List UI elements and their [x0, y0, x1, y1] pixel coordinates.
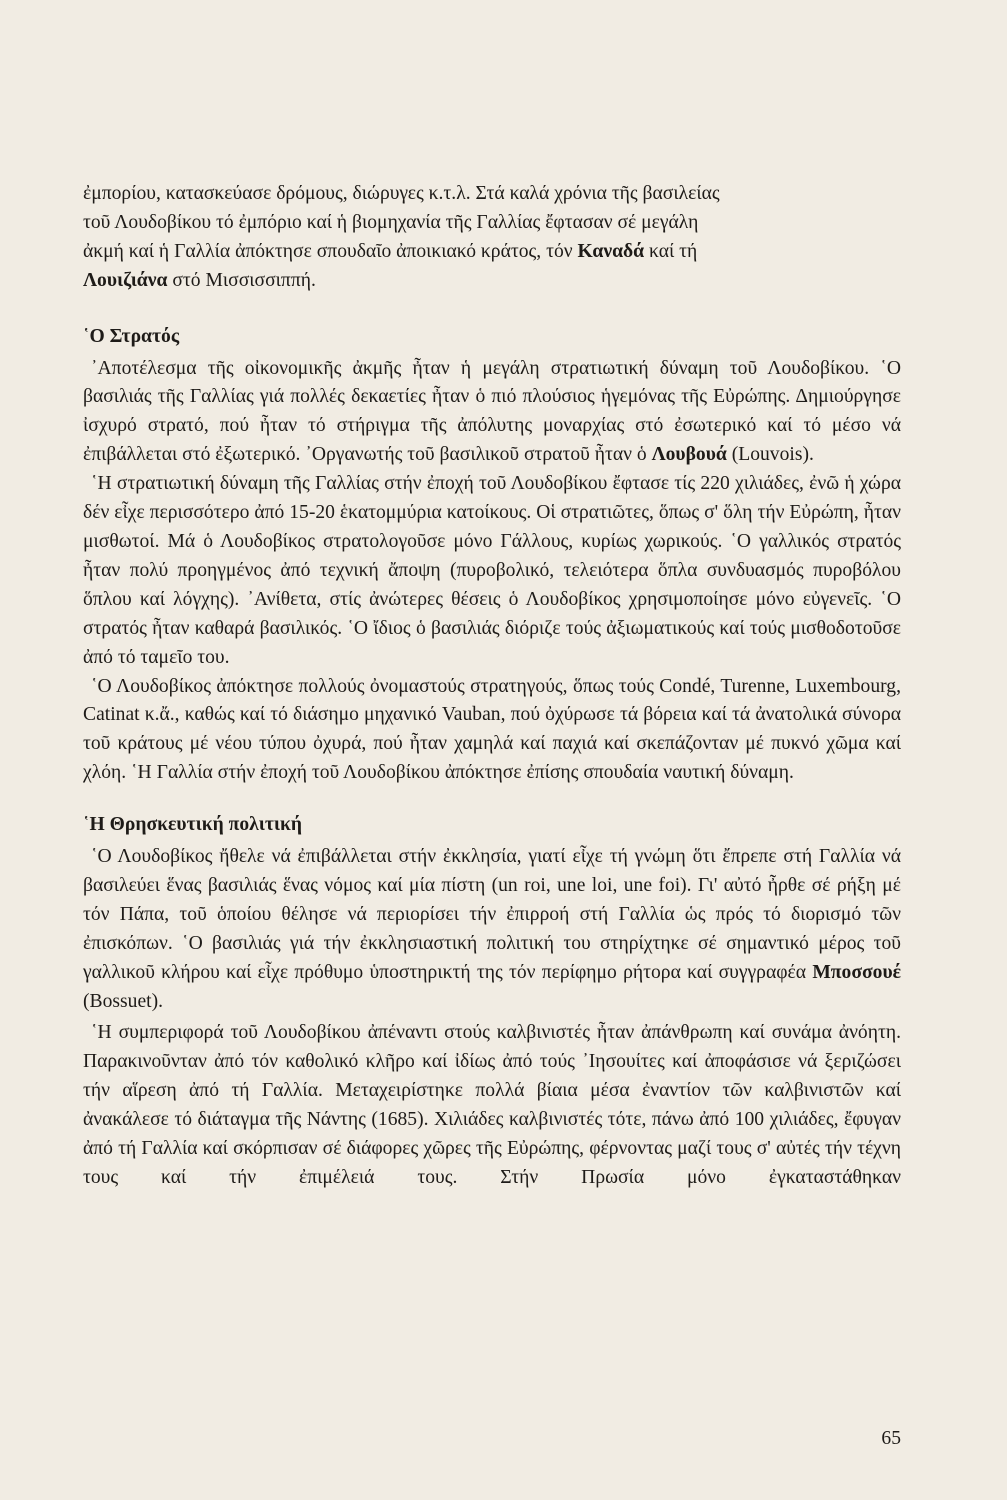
intro-paragraph	[83, 180, 901, 296]
religion-paragraph-2: ῾Η συμπεριφορά τοῦ Λουδοβίκου ἀπέναντι στούς καλβινιστές ἦταν ἀπάνθρωπη καί συνάμα ἀνόητη. Παρακινοῦνταν ἀπό τόν καθολικό κλῆρο καί ἰδίως ἀπό τούς ᾿Ιησουίτες καί ἀποφάσισε νά ξεριζώσει τήν αἵρεση ἀπό τή Γαλλία. Μεταχειρίστηκε πολλά βίαια μέσα ἐναντίον τῶν καλβινιστῶν καί ἀνακάλεσε τό διάταγμα τῆς Νάντης (1685). Χιλιάδες καλβινιστές τότε, πάνω ἀπό 100 χιλιάδες, ἔφυγαν ἀπό τή Γαλλία καί σκόρπισαν σέ διάφορες χῶρες τῆς Εὐρώπης, φέρνοντας μαζί τους σ' αὐτές τήν τέχνη τους καί τήν ἐπιμέλειά τους. Στήν Πρωσία μόνο ἐγκαταστάθηκαν	[83, 1022, 901, 1188]
religion-paragraph-1	[83, 843, 901, 1016]
army-paragraph-1	[83, 355, 901, 471]
intro-line-4-end: στό Μισσισσιππή.	[167, 269, 316, 291]
section-heading-religion: ῾Η Θρησκευτική πολιτική	[83, 814, 302, 836]
louisiana-bold: Λουιζιάνα	[83, 269, 168, 291]
intro-line-2: τοῦ Λουδοβίκου τό ἐμπόριο καί ἡ βιομηχανία τῆς Γαλλίας ἔφτασαν σέ μεγάλη	[83, 211, 699, 233]
religion-p1-end: (Bossuet).	[83, 990, 164, 1012]
section-heading-army: ῾Ο Στρατός	[83, 325, 180, 347]
intro-line-3: ἀκμή καί ἡ Γαλλία ἀπόκτησε σπουδαῖο ἀποικιακό κράτος, τόν	[83, 240, 578, 262]
intro-line-3-end: καί τή	[644, 240, 698, 262]
canada-bold: Καναδά	[577, 240, 645, 262]
page-number: 65	[881, 1428, 901, 1449]
army-paragraph-3: ῾Ο Λουδοβίκος ἀπόκτησε πολλούς ὀνομαστούς στρατηγούς, ὅπως τούς Condé, Turenne, Luxembourg, Catinat κ.ἄ., καθώς καί τό διάσημο μηχανικό Vauban, πού ὀχύρωσε τά βόρεια καί τά ἀνατολικά σύνορα τοῦ κράτους μέ νέου τύπου ὀχυρά, πού ἦταν χαμηλά καί παχιά καί σκεπάζονταν μέ πυκνό χῶμα καί χλόη. ῾Η Γαλλία στήν ἐποχή τοῦ Λουδοβίκου ἀπόκτησε ἐπίσης σπουδαία ναυτική δύναμη.	[83, 675, 901, 784]
bossuet-bold: Μποσσουέ	[812, 961, 901, 983]
army-paragraph-2: ῾Η στρατιωτική δύναμη τῆς Γαλλίας στήν ἐποχή τοῦ Λουδοβίκου ἔφτασε τίς 220 χιλιάδες, ἐνῶ ἡ χώρα δέν εἶχε περισσότερο ἀπό 15-20 ἑκατομμύρια κατοίκους. Οἱ στρατιῶτες, ὅπως σ' ὅλη τήν Εὐρώπη, ἦταν μισθωτοί. Μά ὁ Λουδοβίκος στρατολογοῦσε μόνο Γάλλους, κυρίως χωρικούς. ῾Ο γαλλικός στρατός ἦταν πολύ προηγμένος ἀπό τεχνική ἄποψη (πυροβολικό, τελειότερα ὅπλα συνδυασμός πυροβόλου ὅπλου καί λόγχης). ᾿Ανίθετα, στίς ἀνώτερες θέσεις ὁ Λουδοβίκος χρησιμοποίησε μόνο εὐγενεῖς. ῾Ο στρατός ἦταν καθαρά βασιλικός. ῾Ο ἴδιος ὁ βασιλιάς διόριζε τούς ἀξιωματικούς καί τούς μισθοδοτοῦσε ἀπό τό ταμεῖο του.	[83, 473, 901, 668]
army-p1-end: (Louvois).	[726, 444, 814, 466]
religion-p1-text: ῾Ο Λουδοβίκος ἤθελε νά ἐπιβάλλεται στήν ἐκκλησία, γιατί εἶχε τή γνώμη ὅτι ἔπρεπε στή Γαλλία νά βασιλεύει ἕνας βασιλιάς ἕνας νόμος καί μία πίστη (un roi, une loi, une foi). Γι' αὐτό ἦρθε σέ ρήξη μέ τόν Πάπα, τοῦ ὁποίου θέλησε νά περιορίσει τήν ἐπιρροή στή Γαλλία ὡς πρός τό διορισμό τῶν ἐπισκόπων. ῾Ο βασιλιάς γιά τήν ἐκκλησιαστική πολιτική του στηρίχτηκε σέ σημαντικό μέρος τοῦ γαλλικοῦ κλήρου καί εἶχε πρόθυμο ὑποστηρικτή της τόν περίφημο ρήτορα καί συγγραφέα	[83, 846, 901, 983]
intro-line-1: ἐμπορίου, κατασκεύασε δρόμους, διώρυγες κ.τ.λ. Στά καλά χρόνια τῆς βασιλείας	[83, 183, 720, 204]
page-body	[83, 180, 901, 1193]
army-p1-text: ᾿Αποτέλεσμα τῆς οἰκονομικῆς ἀκμῆς ἦταν ἡ μεγάλη στρατιωτική δύναμη τοῦ Λουδοβίκου. ῾Ο βασιλιάς τῆς Γαλλίας γιά πολλές δεκαετίες ἦταν ὁ πιό πλούσιος ἡγεμόνας τῆς Εὐρώπης. Δημιούργησε ἰσχυρό στρατό, πού ἦταν τό στήριγμα τῆς ἀπόλυτης μοναρχίας στό ἐσωτερικό καί τό μέσο νά ἐπιβάλλεται στό ἐξωτερικό. ᾿Οργανωτής τοῦ βασιλικοῦ στρατοῦ ἦταν ὁ	[83, 357, 901, 466]
louvois-bold: Λουβουά	[651, 444, 727, 466]
